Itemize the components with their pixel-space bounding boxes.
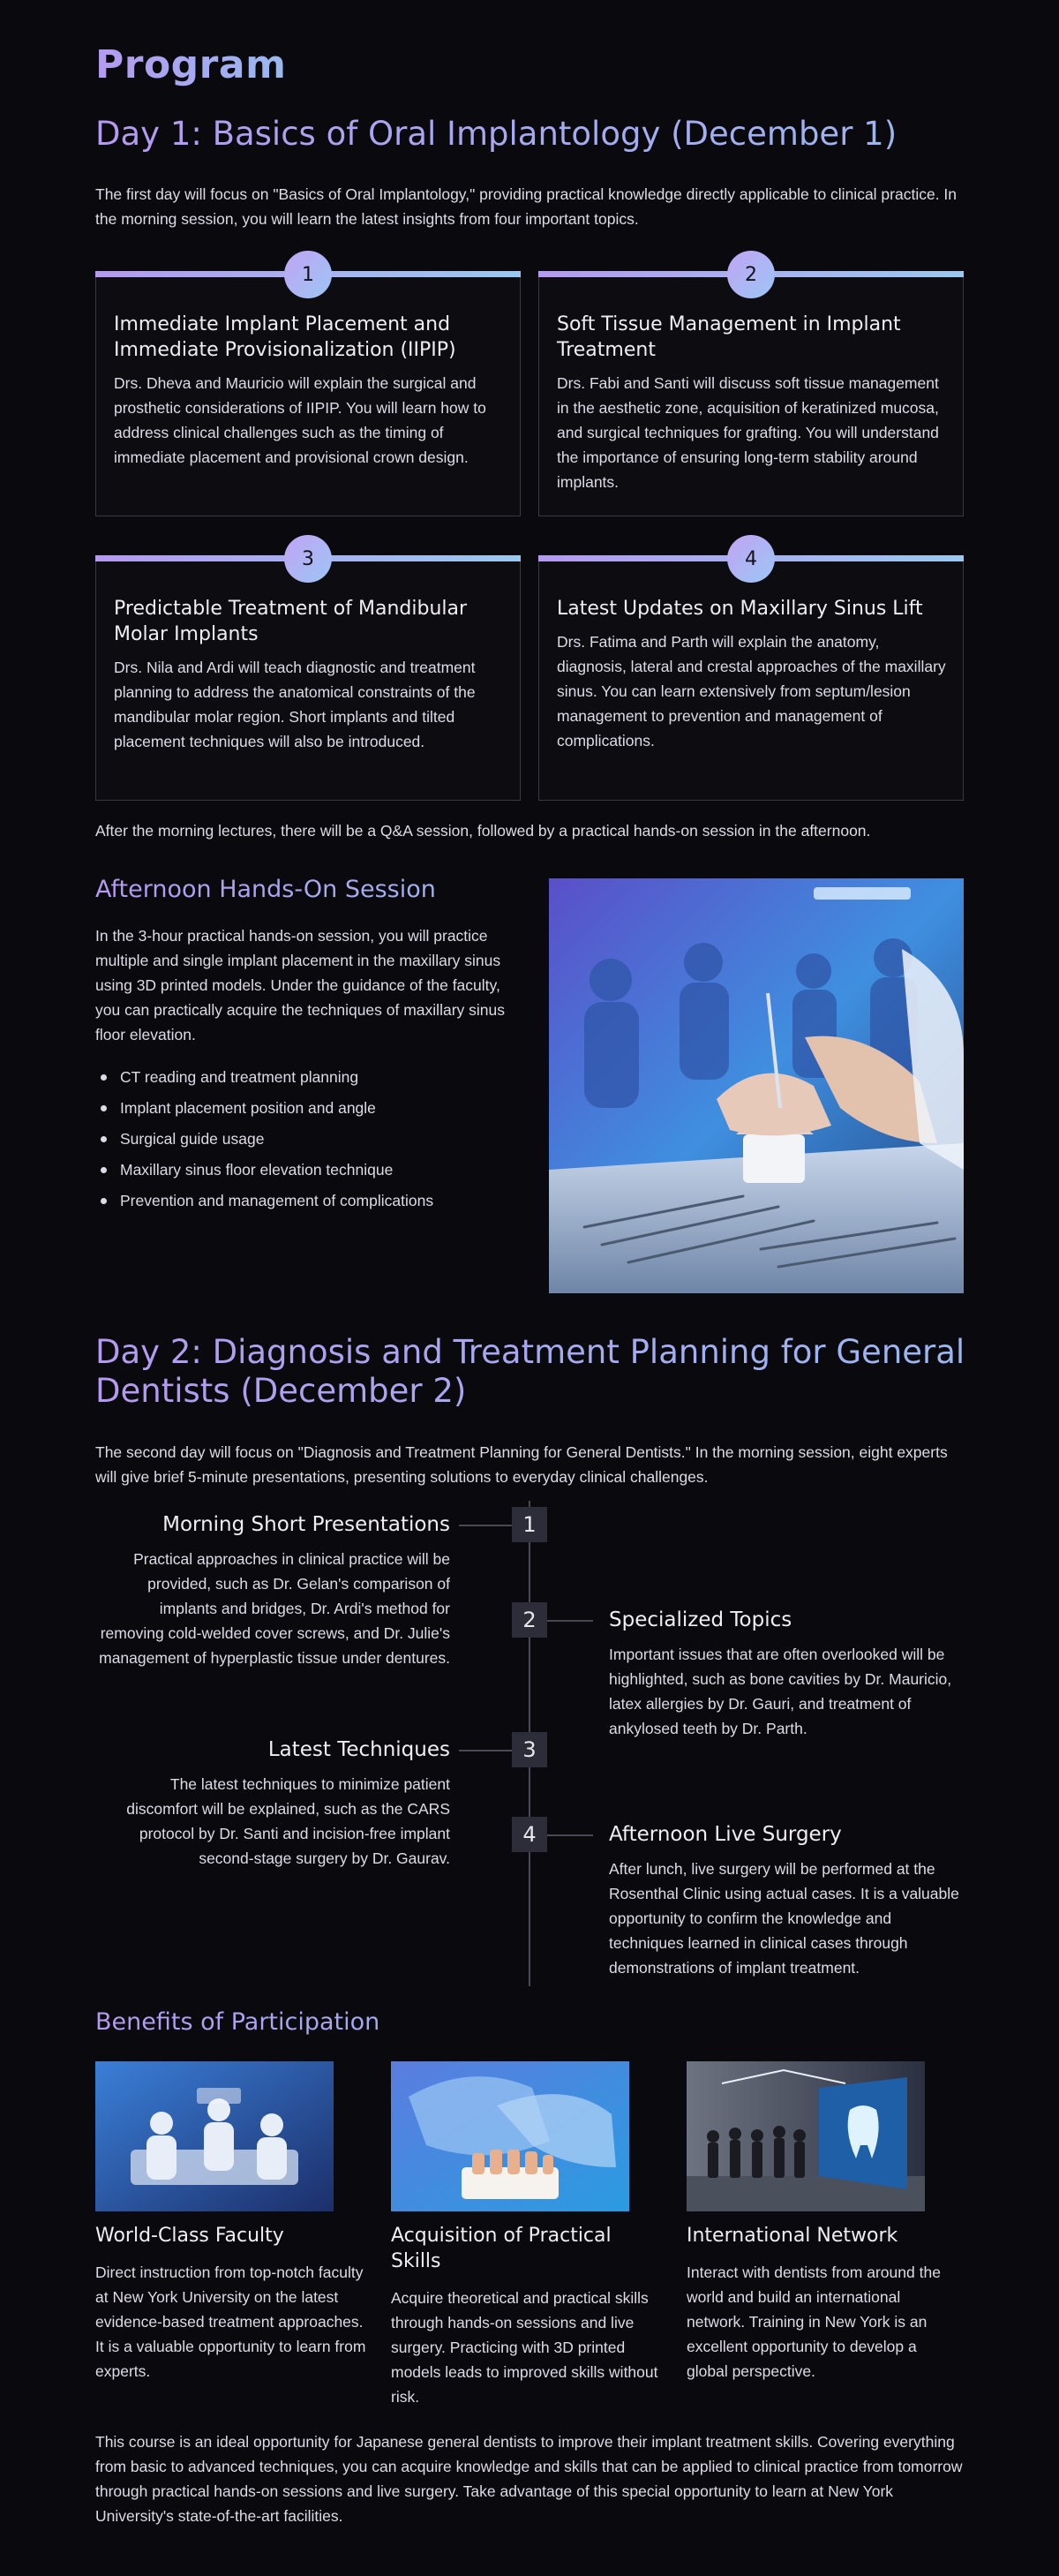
timeline-connector xyxy=(547,1620,593,1622)
timeline-number: 1 xyxy=(512,1507,547,1542)
timeline-text: Important issues that are often overlooked will be highlighted, such as bone cavities by Dr. Mauricio, latex allergies by Dr. Gauri, and treatment of ankylosed teeth by Dr. Parth. xyxy=(609,1646,952,1737)
day1-intro: The first day will focus on "Basics of Oral Implantology," providing practical knowledge directly applicable to clinical practice. In the morning session, you will learn the latest insights from four important topics. xyxy=(95,185,958,228)
topic-number-badge: 2 xyxy=(727,251,775,298)
timeline-connector xyxy=(459,1525,512,1526)
list-item: CT reading and treatment planning xyxy=(95,1062,537,1093)
timeline-connector xyxy=(459,1750,512,1751)
after-lectures-note: After the morning lectures, there will be a Q&A session, followed by a practical hands-on session in the afternoon. xyxy=(95,822,871,840)
topic-title: Latest Updates on Maxillary Sinus Lift xyxy=(557,598,923,620)
topic-number-badge: 3 xyxy=(284,535,332,583)
topic-title: Immediate Implant Placement and Immediate Provisionalization (IIPIP) xyxy=(114,313,456,361)
timeline-text: Practical approaches in clinical practice will be provided, such as Dr. Gelan's comparison of implants and bridges, Dr. Ardi's method for removing cold-welded cover screws, and Dr. Julie's management of hyperplastic tissue under dentures. xyxy=(99,1550,450,1667)
hands-on-photo xyxy=(549,878,964,1293)
list-item: Maxillary sinus floor elevation technique xyxy=(95,1155,537,1186)
timeline-connector xyxy=(547,1834,593,1836)
timeline-number: 2 xyxy=(512,1602,547,1638)
network-photo xyxy=(687,2061,925,2211)
topic-title: Soft Tissue Management in Implant Treatment xyxy=(557,313,901,361)
closing-text: This course is an ideal opportunity for Japanese general dentists to improve their implant treatment skills. Covering everything from basic to advanced techniques, you can acquire knowledge and skills that can be applied to clinical practice from tomorrow through practical hands-on sessions and live surgery. Take advantage of this special opportunity to learn at New York University's state-of-the-art facilities. xyxy=(95,2433,963,2525)
list-item: Surgical guide usage xyxy=(95,1124,537,1155)
practical-skills-photo xyxy=(391,2061,629,2211)
list-item: Implant placement position and angle xyxy=(95,1093,537,1124)
timeline-title: Afternoon Live Surgery xyxy=(609,1823,842,1846)
day1-heading: Day 1: Basics of Oral Implantology (December 1) xyxy=(95,115,969,154)
topic-card-4 xyxy=(538,547,964,801)
benefit-text: Interact with dentists from around the world and build an international network. Training in New York is an excellent opportunity to develop a global perspective. xyxy=(687,2263,941,2380)
topic-title: Predictable Treatment of Mandibular Molar Implants xyxy=(114,598,468,645)
hands-on-list xyxy=(95,1062,537,1216)
day2-heading: Day 2: Diagnosis and Treatment Planning for General Dentists (December 2) xyxy=(95,1333,969,1411)
topic-number-badge: 4 xyxy=(727,535,775,583)
topic-description: Drs. Fatima and Parth will explain the anatomy, diagnosis, lateral and crestal approaches of the maxillary sinus. You can learn extensively from septum/lesion management to prevention and management of complications. xyxy=(557,633,946,749)
timeline-title: Specialized Topics xyxy=(609,1608,792,1631)
timeline-number: 4 xyxy=(512,1817,547,1852)
hands-on-text: In the 3-hour practical hands-on session, you will practice multiple and single implant placement in the maxillary sinus using 3D printed models. Under the guidance of the faculty, you can practically acquire the techniques of maxillary sinus floor elevation. xyxy=(95,927,505,1043)
timeline-text: The latest techniques to minimize patient discomfort will be explained, such as the CARS protocol by Dr. Santi and incision-free implant second-stage surgery by Dr. Gaurav. xyxy=(126,1775,450,1867)
list-item: Prevention and management of complications xyxy=(95,1186,537,1216)
timeline-number: 3 xyxy=(512,1732,547,1767)
benefit-title: Acquisition of Practical Skills xyxy=(391,2225,612,2272)
timeline-text: After lunch, live surgery will be performed at the Rosenthal Clinic using actual cases. It is a valuable opportunity to confirm the knowledge and techniques learned in clinical cases through demonstrations of implant treatment. xyxy=(609,1860,959,1977)
topic-number-badge: 1 xyxy=(284,251,332,298)
topic-description: Drs. Dheva and Mauricio will explain the surgical and prosthetic considerations of IIPIP. You will learn how to address clinical challenges such as the timing of immediate placement and provisional crown design. xyxy=(114,374,486,466)
day2-intro: The second day will focus on "Diagnosis and Treatment Planning for General Dentists." In the morning session, eight experts will give brief 5-minute presentations, presenting solutions to everyday clinical challenges. xyxy=(95,1443,948,1486)
topic-card-2 xyxy=(538,263,964,516)
topic-card-1 xyxy=(95,263,521,516)
hands-on-heading: Afternoon Hands-On Session xyxy=(95,875,554,905)
timeline-title: Morning Short Presentations xyxy=(162,1513,450,1536)
page-title: Program xyxy=(95,42,287,87)
benefit-text: Acquire theoretical and practical skills through hands-on sessions and live surgery. Practicing with 3D printed models leads to improved skills without risk. xyxy=(391,2289,658,2406)
benefits-heading: Benefits of Participation xyxy=(95,2007,625,2037)
topic-description: Drs. Fabi and Santi will discuss soft tissue management in the aesthetic zone, acquisition of keratinized mucosa, and surgical techniques for grafting. You will understand the importance of ensuring long-term stability around implants. xyxy=(557,374,939,491)
timeline-title: Latest Techniques xyxy=(267,1738,450,1761)
faculty-photo xyxy=(95,2061,334,2211)
benefit-text: Direct instruction from top-notch faculty at New York University on the latest evidence-based treatment approaches. It is a valuable opportunity to learn from experts. xyxy=(95,2263,366,2380)
benefit-title: World-Class Faculty xyxy=(95,2225,284,2247)
benefit-title: International Network xyxy=(687,2225,898,2247)
topic-card-3 xyxy=(95,547,521,801)
topic-description: Drs. Nila and Ardi will teach diagnostic and treatment planning to address the anatomical constraints of the mandibular molar region. Short implants and tilted placement techniques will also be introduced. xyxy=(114,659,476,750)
